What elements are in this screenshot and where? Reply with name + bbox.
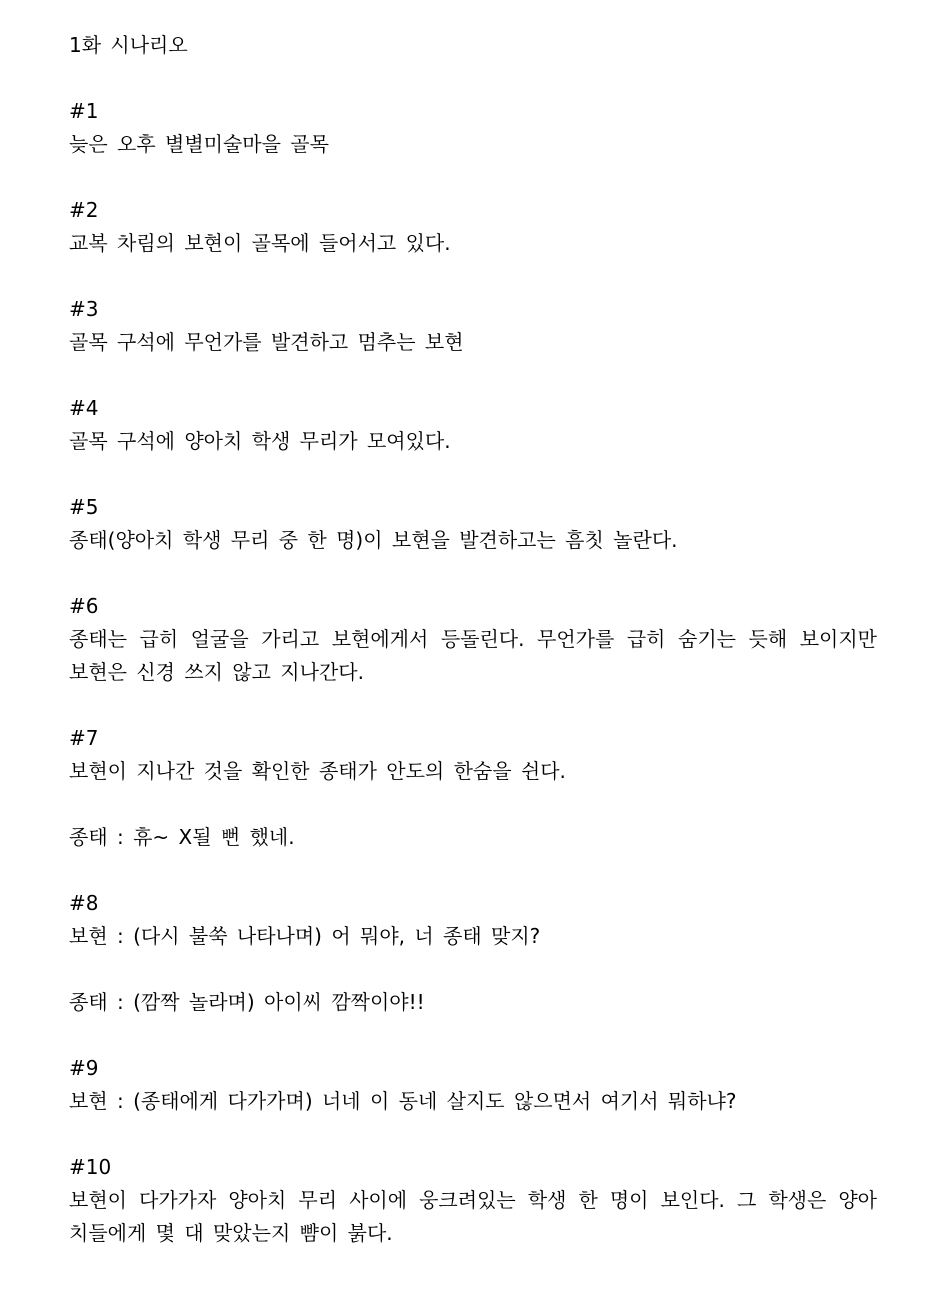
scene-number: #3: [69, 297, 99, 321]
scene-text: 늦은 오후 별별미술마을 골목: [69, 132, 329, 156]
scene-9: [69, 1052, 877, 1118]
scene-6: [69, 590, 877, 689]
scene-text: 보현은 신경 쓰지 않고 지나간다.: [69, 660, 364, 684]
scene-text: 종태(양아치 학생 무리 중 한 명)이 보현을 발견하고는 흠칫 놀란다.: [69, 528, 678, 552]
document-title: 1화 시나리오: [69, 33, 188, 57]
scene-text: 종태는 급히 얼굴을 가리고 보현에게서 등돌린다. 무언가를 급히 숨기는 듯해 보이지만: [69, 627, 877, 651]
scene-text: 보현이 다가가자 양아치 무리 사이에 웅크려있는 학생 한 명이 보인다. 그 학생은 양아: [69, 1188, 877, 1212]
scene-2: [69, 194, 877, 260]
scene-text: 교복 차림의 보현이 골목에 들어서고 있다.: [69, 231, 451, 255]
scene-number: #4: [69, 396, 99, 420]
scene-text: 보현이 지나간 것을 확인한 종태가 안도의 한숨을 쉰다.: [69, 759, 566, 783]
scene-text: 골목 구석에 양아치 학생 무리가 모여있다.: [69, 429, 451, 453]
scene-number: #7: [69, 726, 99, 750]
dialogue-line: 보현 : (다시 불쑥 나타나며) 어 뭐야, 너 종태 맞지?: [69, 924, 541, 948]
dialogue-line: 종태 : 휴~ X될 뻔 했네.: [69, 825, 295, 849]
scene-1: [69, 95, 877, 161]
scene-3: [69, 293, 877, 359]
scene-8: [69, 887, 877, 1019]
scene-number: #1: [69, 99, 99, 123]
scene-text: 골목 구석에 무언가를 발견하고 멈추는 보현: [69, 330, 464, 354]
scene-4: [69, 392, 877, 458]
scene-7: [69, 722, 877, 854]
dialogue-line: 종태 : (깜짝 놀라며) 아이씨 깜짝이야!!: [69, 990, 425, 1014]
scene-number: #6: [69, 594, 99, 618]
scene-number: #2: [69, 198, 99, 222]
scene-number: #9: [69, 1056, 99, 1080]
scene-number: #5: [69, 495, 99, 519]
scene-number: #8: [69, 891, 99, 915]
dialogue-line: 보현 : (종태에게 다가가며) 너네 이 동네 살지도 않으면서 여기서 뭐하냐?: [69, 1089, 737, 1113]
scene-10: [69, 1151, 877, 1250]
scene-5: [69, 491, 877, 557]
scene-number: #10: [69, 1155, 112, 1179]
scene-text: 치들에게 몇 대 맞았는지 뺨이 붉다.: [69, 1221, 393, 1245]
